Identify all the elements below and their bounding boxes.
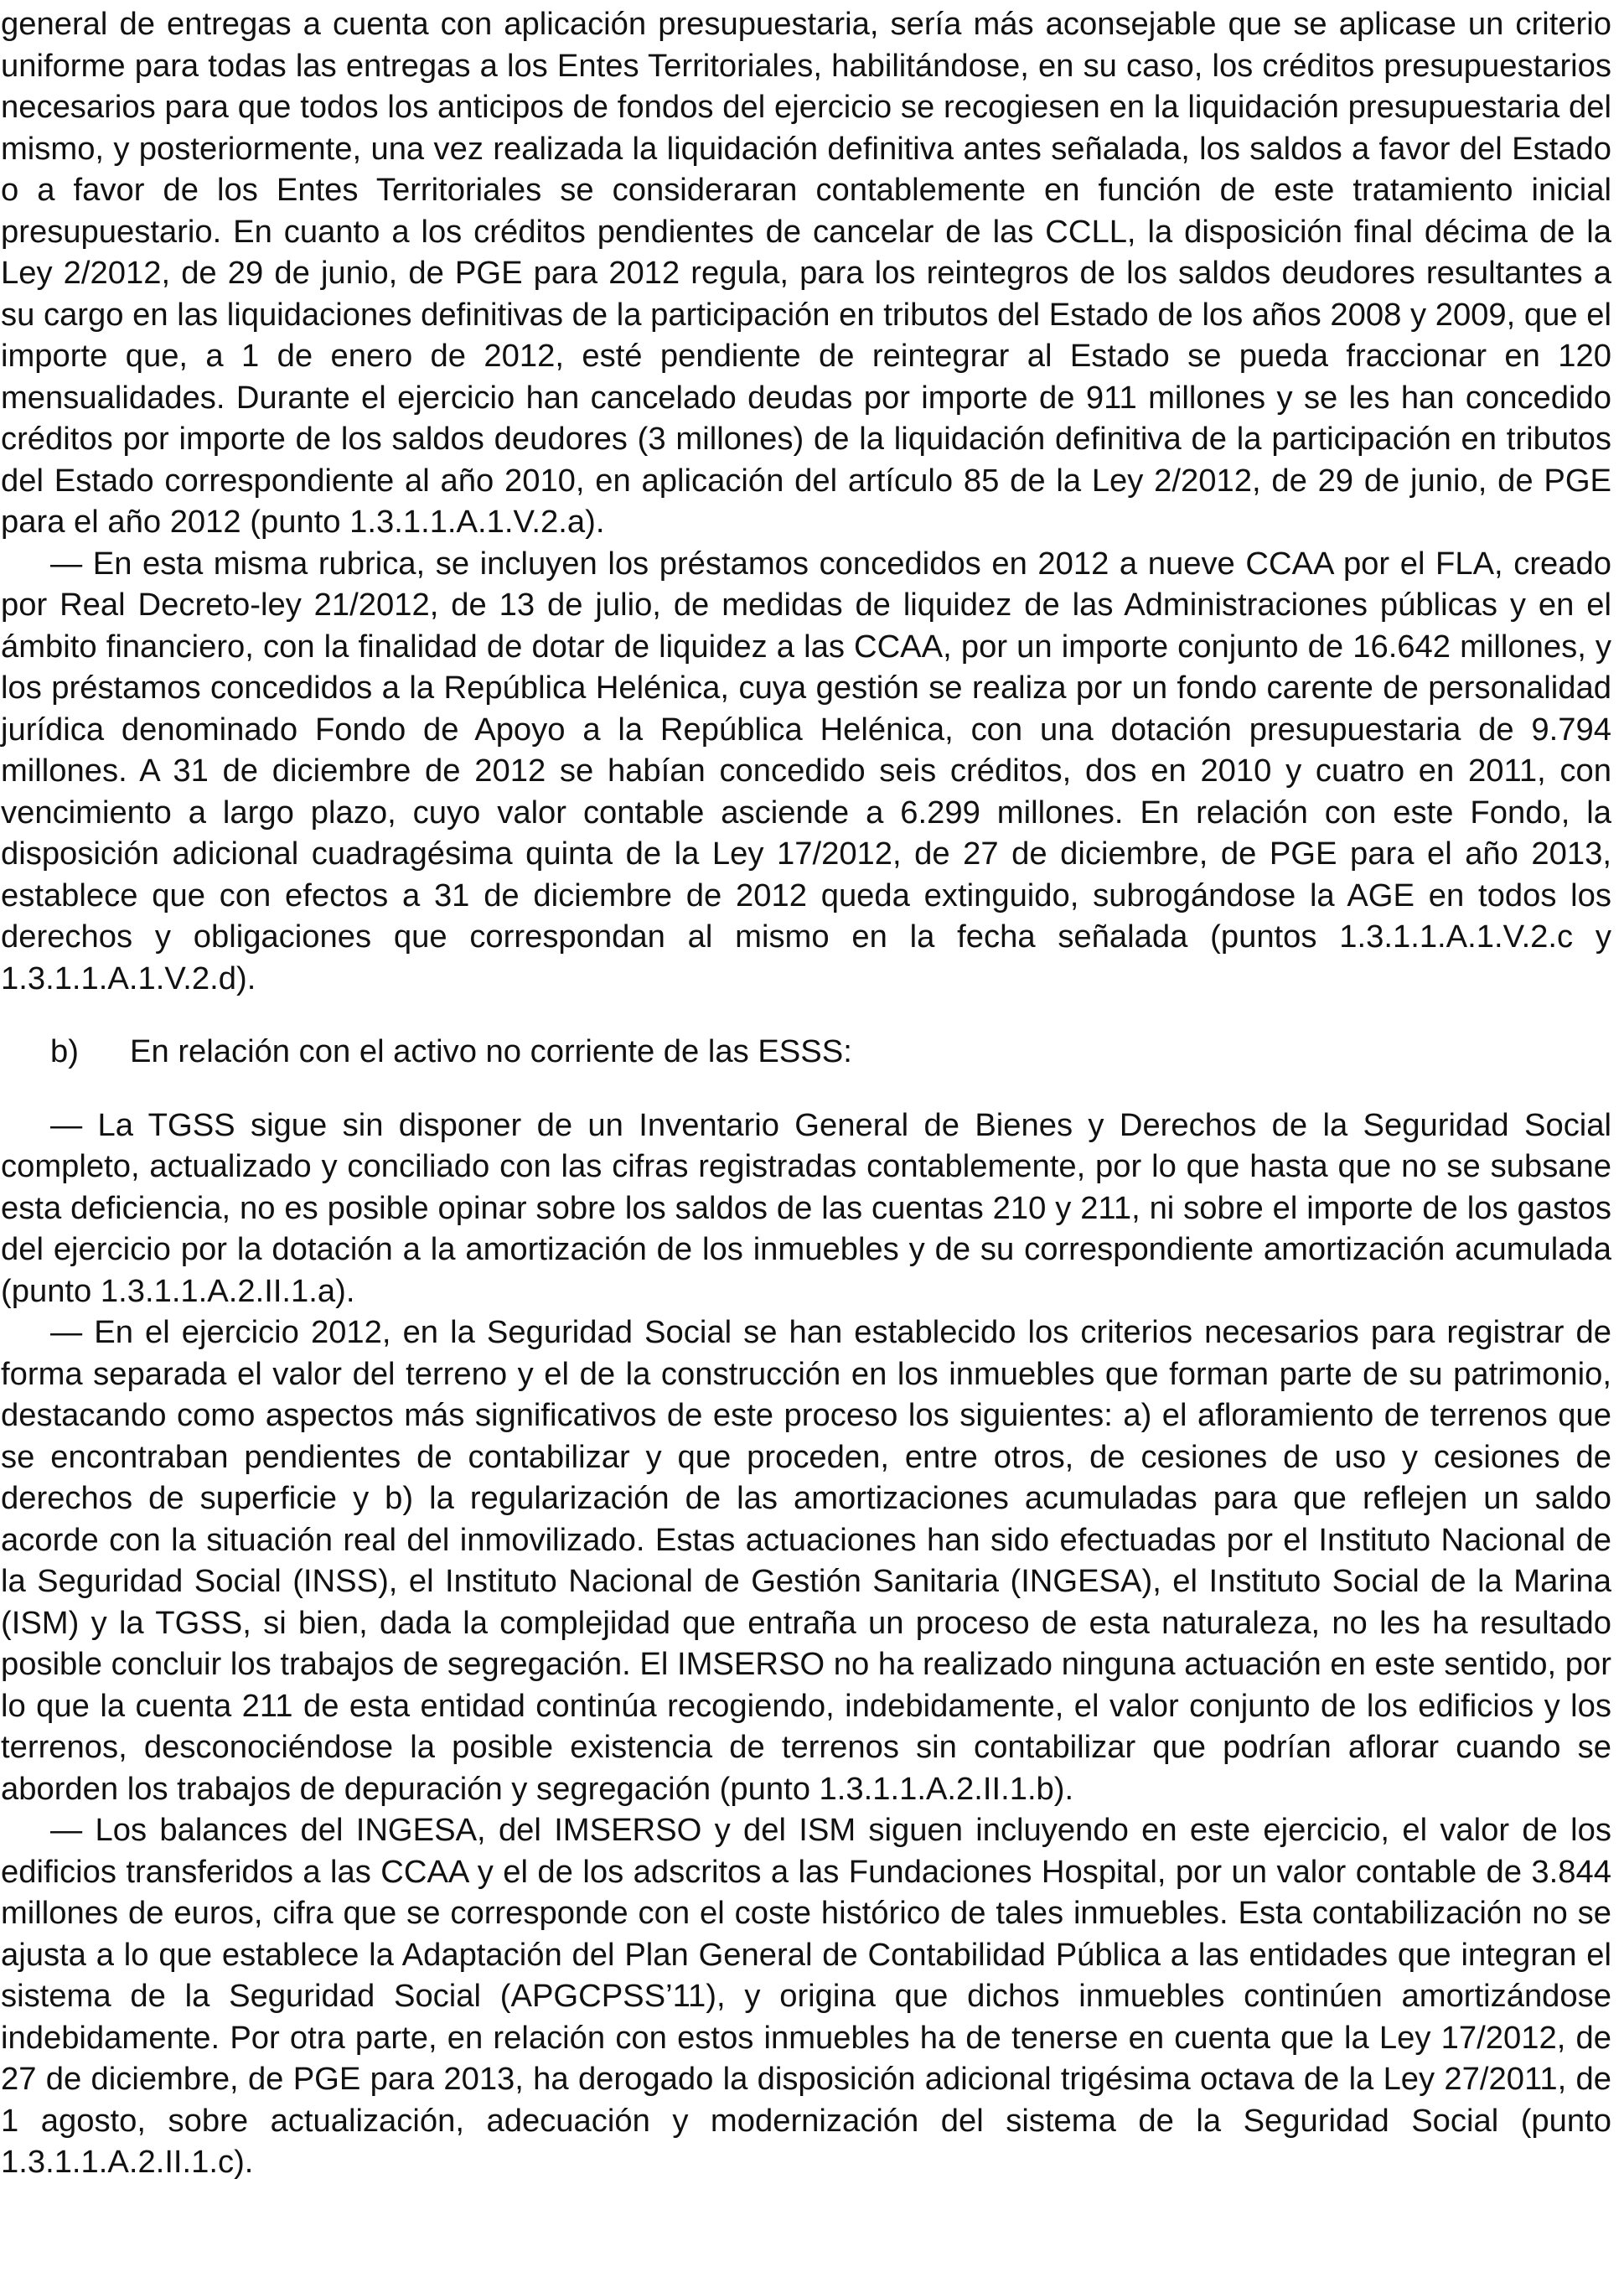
paragraph-tgss-inventory: — La TGSS sigue sin disponer de un Inventario General de Bienes y Derechos de la Seguridad Social completo, actualizado y conciliado con las cifras registradas contablemente, por lo que hasta que no se subsane esta deficiencia, no es posible opinar sobre los saldos de las cuentas 210 y 211, ni sobre el importe de los gastos del ejercicio por la dotación a la amortización de los inmuebles y de su correspondiente amortización acumulada (punto 1.3.1.1.A.2.II.1.a). [1, 1106, 1611, 1309]
paragraph-continuation: general de entregas a cuenta con aplicación presupuestaria, sería más aconsejable que se aplicase un criterio uniforme para todas las entregas a los Entes Territoriales, habilitándose, en su caso, los créditos presupuestarios necesarios para que todos los anticipos de fondos del ejercicio se recogiesen en la liquidación presupuestaria del mismo, y posteriormente, una vez realizada la liquidación definitiva antes señalada, los saldos a favor del Estado o a favor de los Entes Territoriales se consideraran contablemente en función de este tratamiento inicial presupuestario. En cuanto a los créditos pendientes de cancelar de las CCLL, la disposición final décima de la Ley 2/2012, de 29 de junio, de PGE para 2012 regula, para los reintegros de los saldos deudores resultantes a su cargo en las liquidaciones definitivas de la participación en tributos del Estado de los años 2008 y 2009, que el importe que, a 1 de enero de 2012, esté pendiente de reintegrar al Estado se pueda fraccionar en 120 mensualidades. Durante el ejercicio han cancelado deudas por importe de 911 millones y se les han concedido créditos por importe de los saldos deudores (3 millones) de la liquidación definitiva de la participación en tributos del Estado correspondiente al año 2010, en aplicación del artículo 85 de la Ley 2/2012, de 29 de junio, de PGE para el año 2012 (punto 1.3.1.1.A.1.V.2.a). [1, 6, 1611, 540]
paragraph-land-segregation: — En el ejercicio 2012, en la Seguridad Social se han establecido los criterios necesarios para registrar de forma separada el valor del terreno y el de la construcción en los inmuebles que forman parte de su patrimonio, destacando como aspectos más significativos de este proceso los siguientes: a) el afloramiento de terrenos que se encontraban pendientes de contabilizar y que proceden, entre otros, de cesiones de uso y cesiones de derechos de superficie y b) la regularización de las amortizaciones acumuladas para que reflejen un saldo acorde con la situación real del inmovilizado. Estas actuaciones han sido efectuadas por el Instituto Nacional de la Seguridad Social (INSS), el Instituto Nacional de Gestión Sanitaria (INGESA), el Instituto Social de la Marina (ISM) y la TGSS, si bien, dada la complejidad que entraña un proceso de esta naturaleza, no les ha resultado posible concluir los trabajos de segregación. El IMSERSO no ha realizado ninguna actuación en este sentido, por lo que la cuenta 211 de esta entidad continúa recogiendo, indebidamente, el valor conjunto de los edificios y los terrenos, desconociéndose la posible existencia de terrenos sin contabilizar que podrían aflorar cuando se aborden los trabajos de depuración y segregación (punto 1.3.1.1.A.2.II.1.b). [1, 1314, 1611, 1807]
document-page [0, 3, 1611, 2183]
spacer [1, 999, 1611, 1031]
paragraph-transferred-buildings: — Los balances del INGESA, del IMSERSO y del ISM siguen incluyendo en este ejercicio, el valor de los edificios transferidos a las CCAA y el de los adscritos a las Fundaciones Hospital, por un valor contable de 3.844 millones de euros, cifra que se corresponde con el coste histórico de tales inmuebles. Esta contabilización no se ajusta a lo que establece la Adaptación del Plan General de Contabilidad Pública a las entidades que integran el sistema de la Seguridad Social (APGCPSS’11), y origina que dichos inmuebles continúen amortizándose indebidamente. Por otra parte, en relación con estos inmuebles ha de tenerse en cuenta que la Ley 17/2012, de 27 de diciembre, de PGE para 2013, ha derogado la disposición adicional trigésima octava de la Ley 27/2011, de 1 agosto, sobre actualización, adecuación y modernización del sistema de la Seguridad Social (punto 1.3.1.1.A.2.II.1.c). [1, 1812, 1611, 2180]
section-b-text: En relación con el activo no corriente de las ESSS: [130, 1033, 852, 1069]
spacer [1, 1073, 1611, 1105]
paragraph-fla-loans: — En esta misma rubrica, se incluyen los préstamos concedidos en 2012 a nueve CCAA por el FLA, creado por Real Decreto-ley 21/2012, de 13 de julio, de medidas de liquidez de las Administraciones públicas y en el ámbito financiero, con la finalidad de dotar de liquidez a las CCAA, por un importe conjunto de 16.642 millones, y los préstamos concedidos a la República Helénica, cuya gestión se realiza por un fondo carente de personalidad jurídica denominado Fondo de Apoyo a la República Helénica, con una dotación presupuestaria de 9.794 millones. A 31 de diciembre de 2012 se habían concedido seis créditos, dos en 2010 y cuatro en 2011, con vencimiento a largo plazo, cuyo valor contable asciende a 6.299 millones. En relación con este Fondo, la disposición adicional cuadragésima quinta de la Ley 17/2012, de 27 de diciembre, de PGE para el año 2013, establece que con efectos a 31 de diciembre de 2012 queda extinguido, subrogándose la AGE en todos los derechos y obligaciones que correspondan al mismo en la fecha señalada (puntos 1.3.1.1.A.1.V.2.c y 1.3.1.1.A.1.V.2.d). [1, 545, 1611, 996]
section-b-marker: b) [50, 1033, 79, 1069]
section-b-heading [1, 1031, 1611, 1073]
